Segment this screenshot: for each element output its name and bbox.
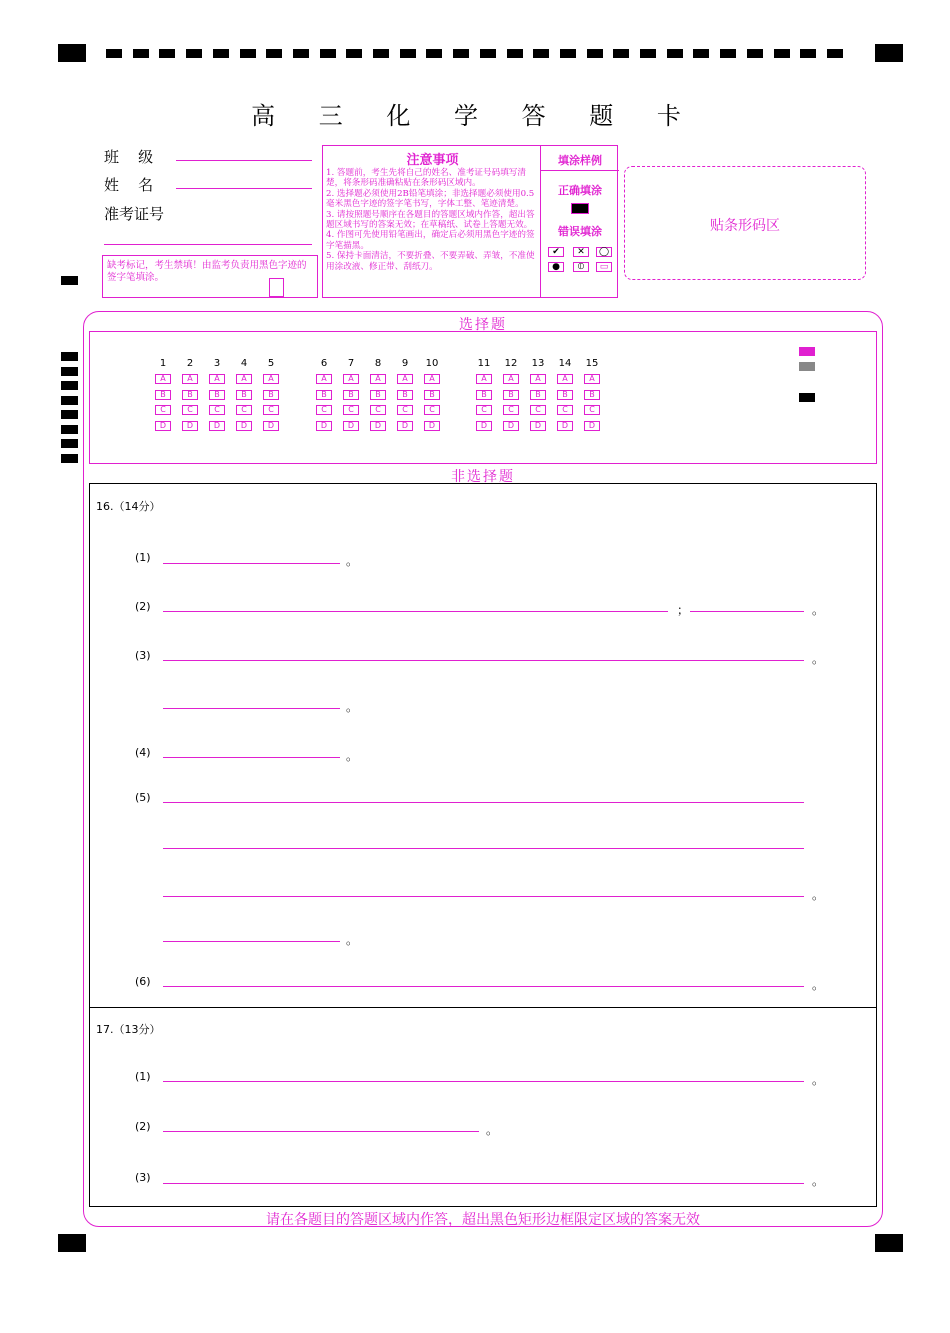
- question-number: 15: [585, 358, 599, 369]
- option-bubble[interactable]: D: [209, 421, 225, 431]
- sample-title: 填涂样例: [558, 154, 602, 167]
- option-bubble[interactable]: B: [263, 390, 279, 400]
- option-bubble[interactable]: B: [424, 390, 440, 400]
- question-number: 13: [531, 358, 545, 369]
- sample-divider: [541, 170, 619, 171]
- option-bubble[interactable]: B: [557, 390, 573, 400]
- q16-label: 16.（14分）: [96, 500, 161, 513]
- option-bubble[interactable]: D: [397, 421, 413, 431]
- exam-id-field[interactable]: [104, 244, 312, 245]
- option-bubble[interactable]: B: [584, 390, 600, 400]
- q17-part1-label: (1): [135, 1070, 151, 1083]
- sample-wrong-label: 错误填涂: [558, 225, 602, 238]
- timing-mark: [560, 49, 576, 58]
- option-bubble[interactable]: D: [263, 421, 279, 431]
- barcode-area: [624, 166, 866, 280]
- option-bubble[interactable]: C: [155, 405, 171, 415]
- option-bubble[interactable]: C: [397, 405, 413, 415]
- notice-item: 3. 请按照题号顺序在各题目的答题区域内作答，超出答题区域书写的答案无效；在草稿纸、试卷上答题无效。: [326, 209, 535, 231]
- timing-mark: [346, 49, 362, 58]
- q16-part3-answer-b[interactable]: [163, 708, 340, 709]
- wrong-mark-cross: ✕: [573, 247, 589, 257]
- question-number: 14: [558, 358, 572, 369]
- option-bubble[interactable]: D: [503, 421, 519, 431]
- timing-mark: [533, 49, 549, 58]
- q17-box: [89, 1007, 877, 1207]
- question-number: 10: [425, 358, 439, 369]
- absent-checkbox[interactable]: [269, 278, 284, 297]
- option-bubble[interactable]: A: [530, 374, 546, 384]
- option-bubble[interactable]: C: [209, 405, 225, 415]
- name-field[interactable]: [176, 188, 312, 189]
- legend-magenta: [799, 347, 815, 356]
- corner-mark-bottom-left: [58, 1234, 86, 1252]
- class-label: 班 级: [104, 148, 154, 166]
- timing-mark: [106, 49, 122, 58]
- side-mark: [61, 276, 78, 285]
- option-bubble[interactable]: B: [370, 390, 386, 400]
- notice-item: 4. 作图可先使用铅笔画出，确定后必须用黑色字迹的签字笔描黑。: [326, 230, 535, 251]
- sample-box: [540, 145, 618, 298]
- timing-mark: [400, 49, 416, 58]
- timing-mark: [266, 49, 282, 58]
- option-bubble[interactable]: A: [584, 374, 600, 384]
- option-bubble[interactable]: C: [370, 405, 386, 415]
- question-number: 8: [374, 358, 382, 369]
- option-bubble[interactable]: D: [182, 421, 198, 431]
- option-bubble[interactable]: C: [343, 405, 359, 415]
- option-bubble[interactable]: A: [476, 374, 492, 384]
- option-bubble[interactable]: D: [316, 421, 332, 431]
- timing-mark: [240, 49, 256, 58]
- notice-item: 1. 答题前，考生先将自己的姓名、准考证号码填写清楚，将条形码准确粘贴在条形码区域内。: [326, 168, 526, 189]
- timing-mark: [61, 381, 78, 390]
- legend-black: [799, 393, 815, 402]
- option-bubble[interactable]: A: [236, 374, 252, 384]
- option-bubble[interactable]: A: [316, 374, 332, 384]
- option-bubble[interactable]: A: [557, 374, 573, 384]
- timing-mark: [320, 49, 336, 58]
- corner-mark-top-left: [58, 44, 86, 62]
- corner-mark-bottom-right: [875, 1234, 903, 1252]
- question-number: 6: [320, 358, 328, 369]
- option-bubble[interactable]: B: [209, 390, 225, 400]
- option-bubble[interactable]: D: [370, 421, 386, 431]
- q16-part6-label: (6): [135, 975, 151, 988]
- q16-part2-answer-a[interactable]: [163, 611, 668, 612]
- timing-mark: [186, 49, 202, 58]
- nonchoice-title: 非选择题: [451, 469, 515, 485]
- period: 。: [346, 749, 359, 763]
- period: 。: [812, 888, 825, 902]
- timing-mark: [373, 49, 389, 58]
- q16-part3-answer-a[interactable]: [163, 660, 804, 661]
- barcode-label: 贴条形码区: [710, 218, 780, 234]
- option-bubble[interactable]: C: [557, 405, 573, 415]
- question-number: 11: [477, 358, 491, 369]
- choice-title: 选择题: [459, 317, 507, 333]
- period: 。: [812, 603, 825, 617]
- page-title: 高 三 化 学 答 题 卡: [251, 102, 699, 130]
- q16-part5-label: (5): [135, 791, 151, 804]
- q17-part2-answer[interactable]: [163, 1131, 479, 1132]
- q17-part2-label: (2): [135, 1120, 151, 1133]
- question-number: 2: [186, 358, 194, 369]
- q16-part4-label: (4): [135, 746, 151, 759]
- timing-mark: [800, 49, 816, 58]
- option-bubble[interactable]: B: [236, 390, 252, 400]
- wrong-mark-dot: ●: [548, 262, 564, 272]
- name-label: 姓 名: [104, 176, 154, 194]
- q16-part2-label: (2): [135, 600, 151, 613]
- option-bubble[interactable]: C: [584, 405, 600, 415]
- option-bubble[interactable]: C: [182, 405, 198, 415]
- question-number: 12: [504, 358, 518, 369]
- timing-mark: [159, 49, 175, 58]
- exam-id-label: 准考证号: [104, 205, 165, 223]
- timing-mark: [426, 49, 442, 58]
- q17-part1-answer[interactable]: [163, 1081, 804, 1082]
- timing-mark: [453, 49, 469, 58]
- correct-fill-mark: [571, 203, 589, 214]
- question-number: 1: [159, 358, 167, 369]
- option-bubble[interactable]: B: [503, 390, 519, 400]
- timing-mark: [61, 425, 78, 434]
- option-bubble[interactable]: D: [236, 421, 252, 431]
- notice-item: 2. 选择题必须使用2B铅笔填涂；非选择题必须使用0.5毫米黑色字迹的签字笔书写，字体工整、笔迹清楚。: [326, 188, 535, 210]
- notice-box: [322, 145, 541, 298]
- timing-mark: [640, 49, 656, 58]
- wrong-mark-half: ▭: [596, 262, 612, 272]
- q16-part1-answer[interactable]: [163, 563, 340, 564]
- q16-part5-answer-c[interactable]: [163, 896, 804, 897]
- timing-mark: [61, 352, 78, 361]
- question-number: 4: [240, 358, 248, 369]
- timing-mark: [61, 396, 78, 405]
- period: 。: [486, 1123, 499, 1137]
- timing-mark: [827, 49, 843, 58]
- option-bubble[interactable]: A: [263, 374, 279, 384]
- option-bubble[interactable]: A: [209, 374, 225, 384]
- option-bubble[interactable]: A: [397, 374, 413, 384]
- timing-mark: [613, 49, 629, 58]
- option-bubble[interactable]: B: [155, 390, 171, 400]
- option-bubble[interactable]: C: [236, 405, 252, 415]
- option-bubble[interactable]: D: [155, 421, 171, 431]
- wrong-mark-check: ✔: [548, 247, 564, 257]
- timing-mark: [774, 49, 790, 58]
- timing-mark: [507, 49, 523, 58]
- option-bubble[interactable]: B: [343, 390, 359, 400]
- option-bubble[interactable]: B: [530, 390, 546, 400]
- q16-part5-answer-d[interactable]: [163, 941, 340, 942]
- timing-mark: [693, 49, 709, 58]
- period: 。: [812, 1073, 825, 1087]
- option-bubble[interactable]: D: [530, 421, 546, 431]
- footer-warning: 请在各题目的答题区域内作答，超出黑色矩形边框限定区域的答案无效: [266, 1212, 700, 1228]
- option-bubble[interactable]: B: [476, 390, 492, 400]
- timing-mark: [667, 49, 683, 58]
- wrong-mark-circle: ◯: [596, 247, 612, 257]
- absent-notice: 缺考标记，考生禁填！由监考负责用黑色字迹的签字笔填涂。: [107, 260, 307, 283]
- wrong-mark-slash: ⦶: [573, 262, 589, 272]
- option-bubble[interactable]: B: [182, 390, 198, 400]
- sample-correct-label: 正确填涂: [558, 184, 602, 197]
- question-number: 3: [213, 358, 221, 369]
- corner-mark-top-right: [875, 44, 903, 62]
- timing-mark: [61, 367, 78, 376]
- option-bubble[interactable]: C: [530, 405, 546, 415]
- timing-mark: [61, 439, 78, 448]
- option-bubble[interactable]: D: [557, 421, 573, 431]
- absent-box: [102, 255, 318, 298]
- option-bubble[interactable]: A: [370, 374, 386, 384]
- option-bubble[interactable]: A: [343, 374, 359, 384]
- option-bubble[interactable]: D: [424, 421, 440, 431]
- q16-part6-answer[interactable]: [163, 986, 804, 987]
- option-bubble[interactable]: D: [476, 421, 492, 431]
- question-number: 7: [347, 358, 355, 369]
- option-bubble[interactable]: B: [316, 390, 332, 400]
- q16-part5-answer-a[interactable]: [163, 802, 804, 803]
- q17-part3-label: (3): [135, 1171, 151, 1184]
- q16-part3-label: (3): [135, 649, 151, 662]
- legend-gray: [799, 362, 815, 371]
- option-bubble[interactable]: C: [424, 405, 440, 415]
- q16-part4-answer[interactable]: [163, 757, 340, 758]
- option-bubble[interactable]: D: [584, 421, 600, 431]
- option-bubble[interactable]: C: [503, 405, 519, 415]
- timing-mark: [747, 49, 763, 58]
- option-bubble[interactable]: A: [155, 374, 171, 384]
- notice-title: 注意事项: [406, 153, 459, 168]
- period: 。: [812, 652, 825, 666]
- option-bubble[interactable]: C: [316, 405, 332, 415]
- question-number: 9: [401, 358, 409, 369]
- timing-mark: [61, 410, 78, 419]
- q16-part1-label: (1): [135, 551, 151, 564]
- option-bubble[interactable]: A: [424, 374, 440, 384]
- q16-box: [89, 483, 877, 1008]
- option-bubble[interactable]: C: [476, 405, 492, 415]
- q16-part5-answer-b[interactable]: [163, 848, 804, 849]
- period: 。: [346, 554, 359, 568]
- separator: ；: [677, 603, 690, 617]
- option-bubble[interactable]: C: [263, 405, 279, 415]
- option-bubble[interactable]: A: [182, 374, 198, 384]
- timing-mark: [720, 49, 736, 58]
- notice-item: 5. 保持卡面清洁，不要折叠、不要弄破、弄皱，不准使用涂改液、修正带、刮纸刀。: [326, 251, 535, 272]
- timing-mark: [480, 49, 496, 58]
- option-bubble[interactable]: A: [503, 374, 519, 384]
- period: 。: [812, 978, 825, 992]
- q17-part3-answer[interactable]: [163, 1183, 804, 1184]
- notice-items: [326, 168, 538, 272]
- option-bubble[interactable]: D: [343, 421, 359, 431]
- option-bubble[interactable]: B: [397, 390, 413, 400]
- q16-part2-answer-b[interactable]: [690, 611, 804, 612]
- question-number: 5: [267, 358, 275, 369]
- q17-label: 17.（13分）: [96, 1023, 161, 1036]
- timing-mark: [61, 454, 78, 463]
- period: 。: [346, 700, 359, 714]
- timing-mark: [293, 49, 309, 58]
- timing-mark: [133, 49, 149, 58]
- timing-mark: [587, 49, 603, 58]
- period: 。: [812, 1174, 825, 1188]
- timing-mark: [213, 49, 229, 58]
- class-field[interactable]: [176, 160, 312, 161]
- period: 。: [346, 933, 359, 947]
